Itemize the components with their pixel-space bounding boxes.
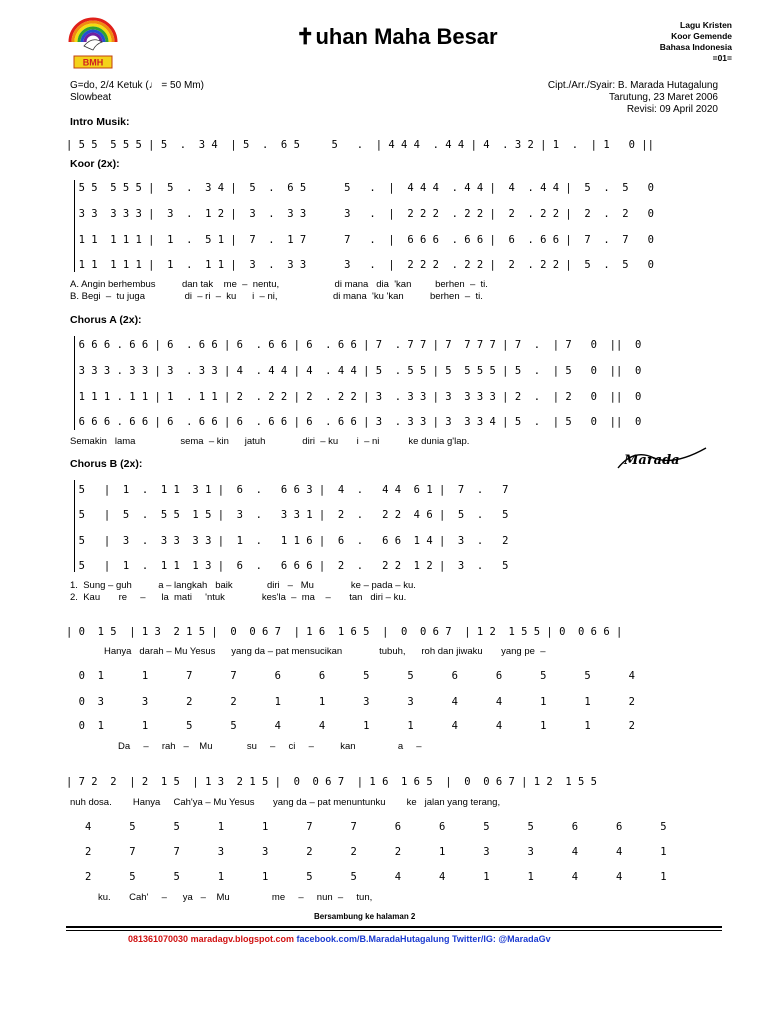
koor-lyric-a: A. Angin berhembus dan tak me – nentu, di mana dia 'kan berhen – ti. xyxy=(70,279,488,290)
place-date: Tarutung, 23 Maret 2006 xyxy=(609,92,718,103)
contact-line xyxy=(128,934,551,944)
part3-voice-3: 0 1 1 5 5 4 4 1 1 4 4 1 1 2 xyxy=(66,720,635,732)
part4-lyric-bottom: ku. Cah' – ya – Mu me – nun – tun, xyxy=(98,892,373,903)
composer-signature xyxy=(614,442,710,474)
koor-alto: 3 3 3 3 3 | 3 . 1 2 | 3 . 3 3 3 . | 2 2 2 . 2 2 | 2 . 2 2 | 2 . 2 0 xyxy=(66,208,654,220)
chorus-b-tenor: 5 | 3 . 3 3 3 3 | 1 . 1 1 6 | 6 . 6 6 1 4 | 3 . 2 xyxy=(66,535,509,547)
koor-tenor: 1 1 1 1 1 | 1 . 5 1 | 7 . 1 7 7 . | 6 6 6 . 6 6 | 6 . 6 6 | 7 . 7 0 xyxy=(66,234,654,246)
part4-lyric-top: nuh dosa. Hanya Cah'ya – Mu Yesus yang da – pat menuntunku ke jalan yang terang, xyxy=(70,797,501,808)
phone-number: 081361070030 xyxy=(128,934,189,944)
part3-lyric-top: Hanya darah – Mu Yesus yang da – pat mensucikan tubuh, roh dan jiwaku yang pe – xyxy=(104,646,546,657)
chorus-a-bass: 6 6 6 . 6 6 | 6 . 6 6 | 6 . 6 6 | 6 . 6 6 | 3 . 3 3 | 3 3 3 4 | 5 . | 5 0 || 0 xyxy=(66,416,642,428)
chorus-b-lyric-2: 2. Kau re – la mati 'ntuk kes'la – ma – tan diri – ku. xyxy=(70,592,407,603)
chorus-a-tenor: 1 1 1 . 1 1 | 1 . 1 1 | 2 . 2 2 | 2 . 2 2 | 3 . 3 3 | 3 3 3 3 | 2 . | 2 0 || 0 xyxy=(66,391,642,403)
koor-bass: 1 1 1 1 1 | 1 . 1 1 | 3 . 3 3 3 . | 2 2 2 . 2 2 | 2 . 2 2 | 5 . 5 0 xyxy=(66,259,654,271)
part3-voice-2: 0 3 3 2 2 1 1 3 3 4 4 1 1 2 xyxy=(66,696,635,708)
blog-link[interactable]: maradagv.blogspot.com xyxy=(190,934,294,944)
category-line: =01= xyxy=(712,53,732,63)
song-title xyxy=(296,24,498,50)
category-line: Koor Gemende xyxy=(671,31,732,41)
facebook-link[interactable]: facebook.com/B.MaradaHutagalung xyxy=(296,934,450,944)
part3-voice-1: 0 1 1 7 7 6 6 5 5 6 6 5 5 4 xyxy=(66,670,635,682)
song-title-text: uhan Maha Besar xyxy=(315,24,498,49)
koor-lyric-b: B. Begi – tu juga di – ri – ku i – ni, di mana 'ku 'kan berhen – ti. xyxy=(70,291,483,302)
chorus-b-soprano: 5 | 1 . 1 1 3 1 | 6 . 6 6 3 | 4 . 4 4 6 1 | 7 . 7 xyxy=(66,484,509,496)
part4-voice-2: 2 7 7 3 3 2 2 2 1 3 3 4 4 1 xyxy=(66,846,667,858)
revision-date: Revisi: 09 April 2020 xyxy=(626,104,718,115)
signature-text: Marada xyxy=(624,453,680,468)
part4-voice-3: 2 5 5 1 1 5 5 4 4 1 1 4 4 1 xyxy=(66,871,667,883)
section-intro-label: Intro Musik: xyxy=(70,116,130,128)
category-line: Bahasa Indonesia xyxy=(659,42,732,52)
section-chorus-a-label: Chorus A (2x): xyxy=(70,314,142,326)
part3-lyric-bottom: Da – rah – Mu su – ci – kan a – xyxy=(118,741,422,752)
continued-note: Bersambung ke halaman 2 xyxy=(314,912,416,921)
category-line: Lagu Kristen xyxy=(680,20,732,30)
chorus-b-bass: 5 | 1 . 1 1 1 3 | 6 . 6 6 6 | 2 . 2 2 1 2 | 3 . 5 xyxy=(66,560,509,572)
section-koor-label: Koor (2x): xyxy=(70,158,120,170)
song-category-block xyxy=(660,20,732,64)
logo-text: BMH xyxy=(82,57,104,68)
koor-soprano: 5 5 5 5 5 | 5 . 3 4 | 5 . 6 5 5 . | 4 4 4 . 4 4 | 4 . 4 4 | 5 . 5 0 xyxy=(66,182,654,194)
chorus-a-alto: 3 3 3 . 3 3 | 3 . 3 3 | 4 . 4 4 | 4 . 4 4 | 5 . 5 5 | 5 5 5 5 | 5 . | 5 0 || 0 xyxy=(66,365,642,377)
credits-info xyxy=(548,80,718,116)
section-chorus-b-label: Chorus B (2x): xyxy=(70,458,143,470)
chorus-b-alto: 5 | 5 . 5 5 1 5 | 3 . 3 3 1 | 2 . 2 2 4 6 | 5 . 5 xyxy=(66,509,509,521)
intro-notes: | 5 5 5 5 5 | 5 . 3 4 | 5 . 6 5 5 . | 4 4 4 . 4 4 | 4 . 3 2 | 1 . | 1 0 || xyxy=(66,139,654,151)
footer-rule xyxy=(66,926,722,928)
cross-icon: ✝ xyxy=(296,24,315,49)
chorus-a-lyric: Semakin lama sema – kin jatuh diri – ku i – ni ke dunia g'lap. xyxy=(70,436,470,447)
chorus-b-lyric-1: 1. Sung – guh a – langkah baik diri – Mu ke – pada – ku. xyxy=(70,580,416,591)
chorus-a-soprano: 6 6 6 . 6 6 | 6 . 6 6 | 6 . 6 6 | 6 . 6 6 | 7 . 7 7 | 7 7 7 7 | 7 . | 7 0 || 0 xyxy=(66,339,642,351)
footer-rule xyxy=(66,930,722,931)
key-tempo: G=do, 2/4 Ketuk (♩ = 50 Mm) xyxy=(70,80,204,91)
part3-melody: | 0 1 5 | 1 3 2 1 5 | 0 0 6 7 | 1 6 1 6 5 | 0 0 6 7 | 1 2 1 5 5 | 0 0 6 6 | xyxy=(66,626,623,638)
tempo-info xyxy=(70,80,204,104)
part4-voice-1: 4 5 5 1 1 7 7 6 6 5 5 6 6 5 xyxy=(66,821,667,833)
twitter-handle[interactable]: Twitter/IG: @MaradaGv xyxy=(452,934,551,944)
bmh-logo xyxy=(66,12,120,70)
part4-melody: | 7 2 2 | 2 1 5 | 1 3 2 1 5 | 0 0 6 7 | 1 6 1 6 5 | 0 0 6 7 | 1 2 1 5 5 xyxy=(66,776,598,788)
composer: Cipt./Arr./Syair: B. Marada Hutagalung xyxy=(547,80,718,91)
style: Slowbeat xyxy=(70,92,112,103)
